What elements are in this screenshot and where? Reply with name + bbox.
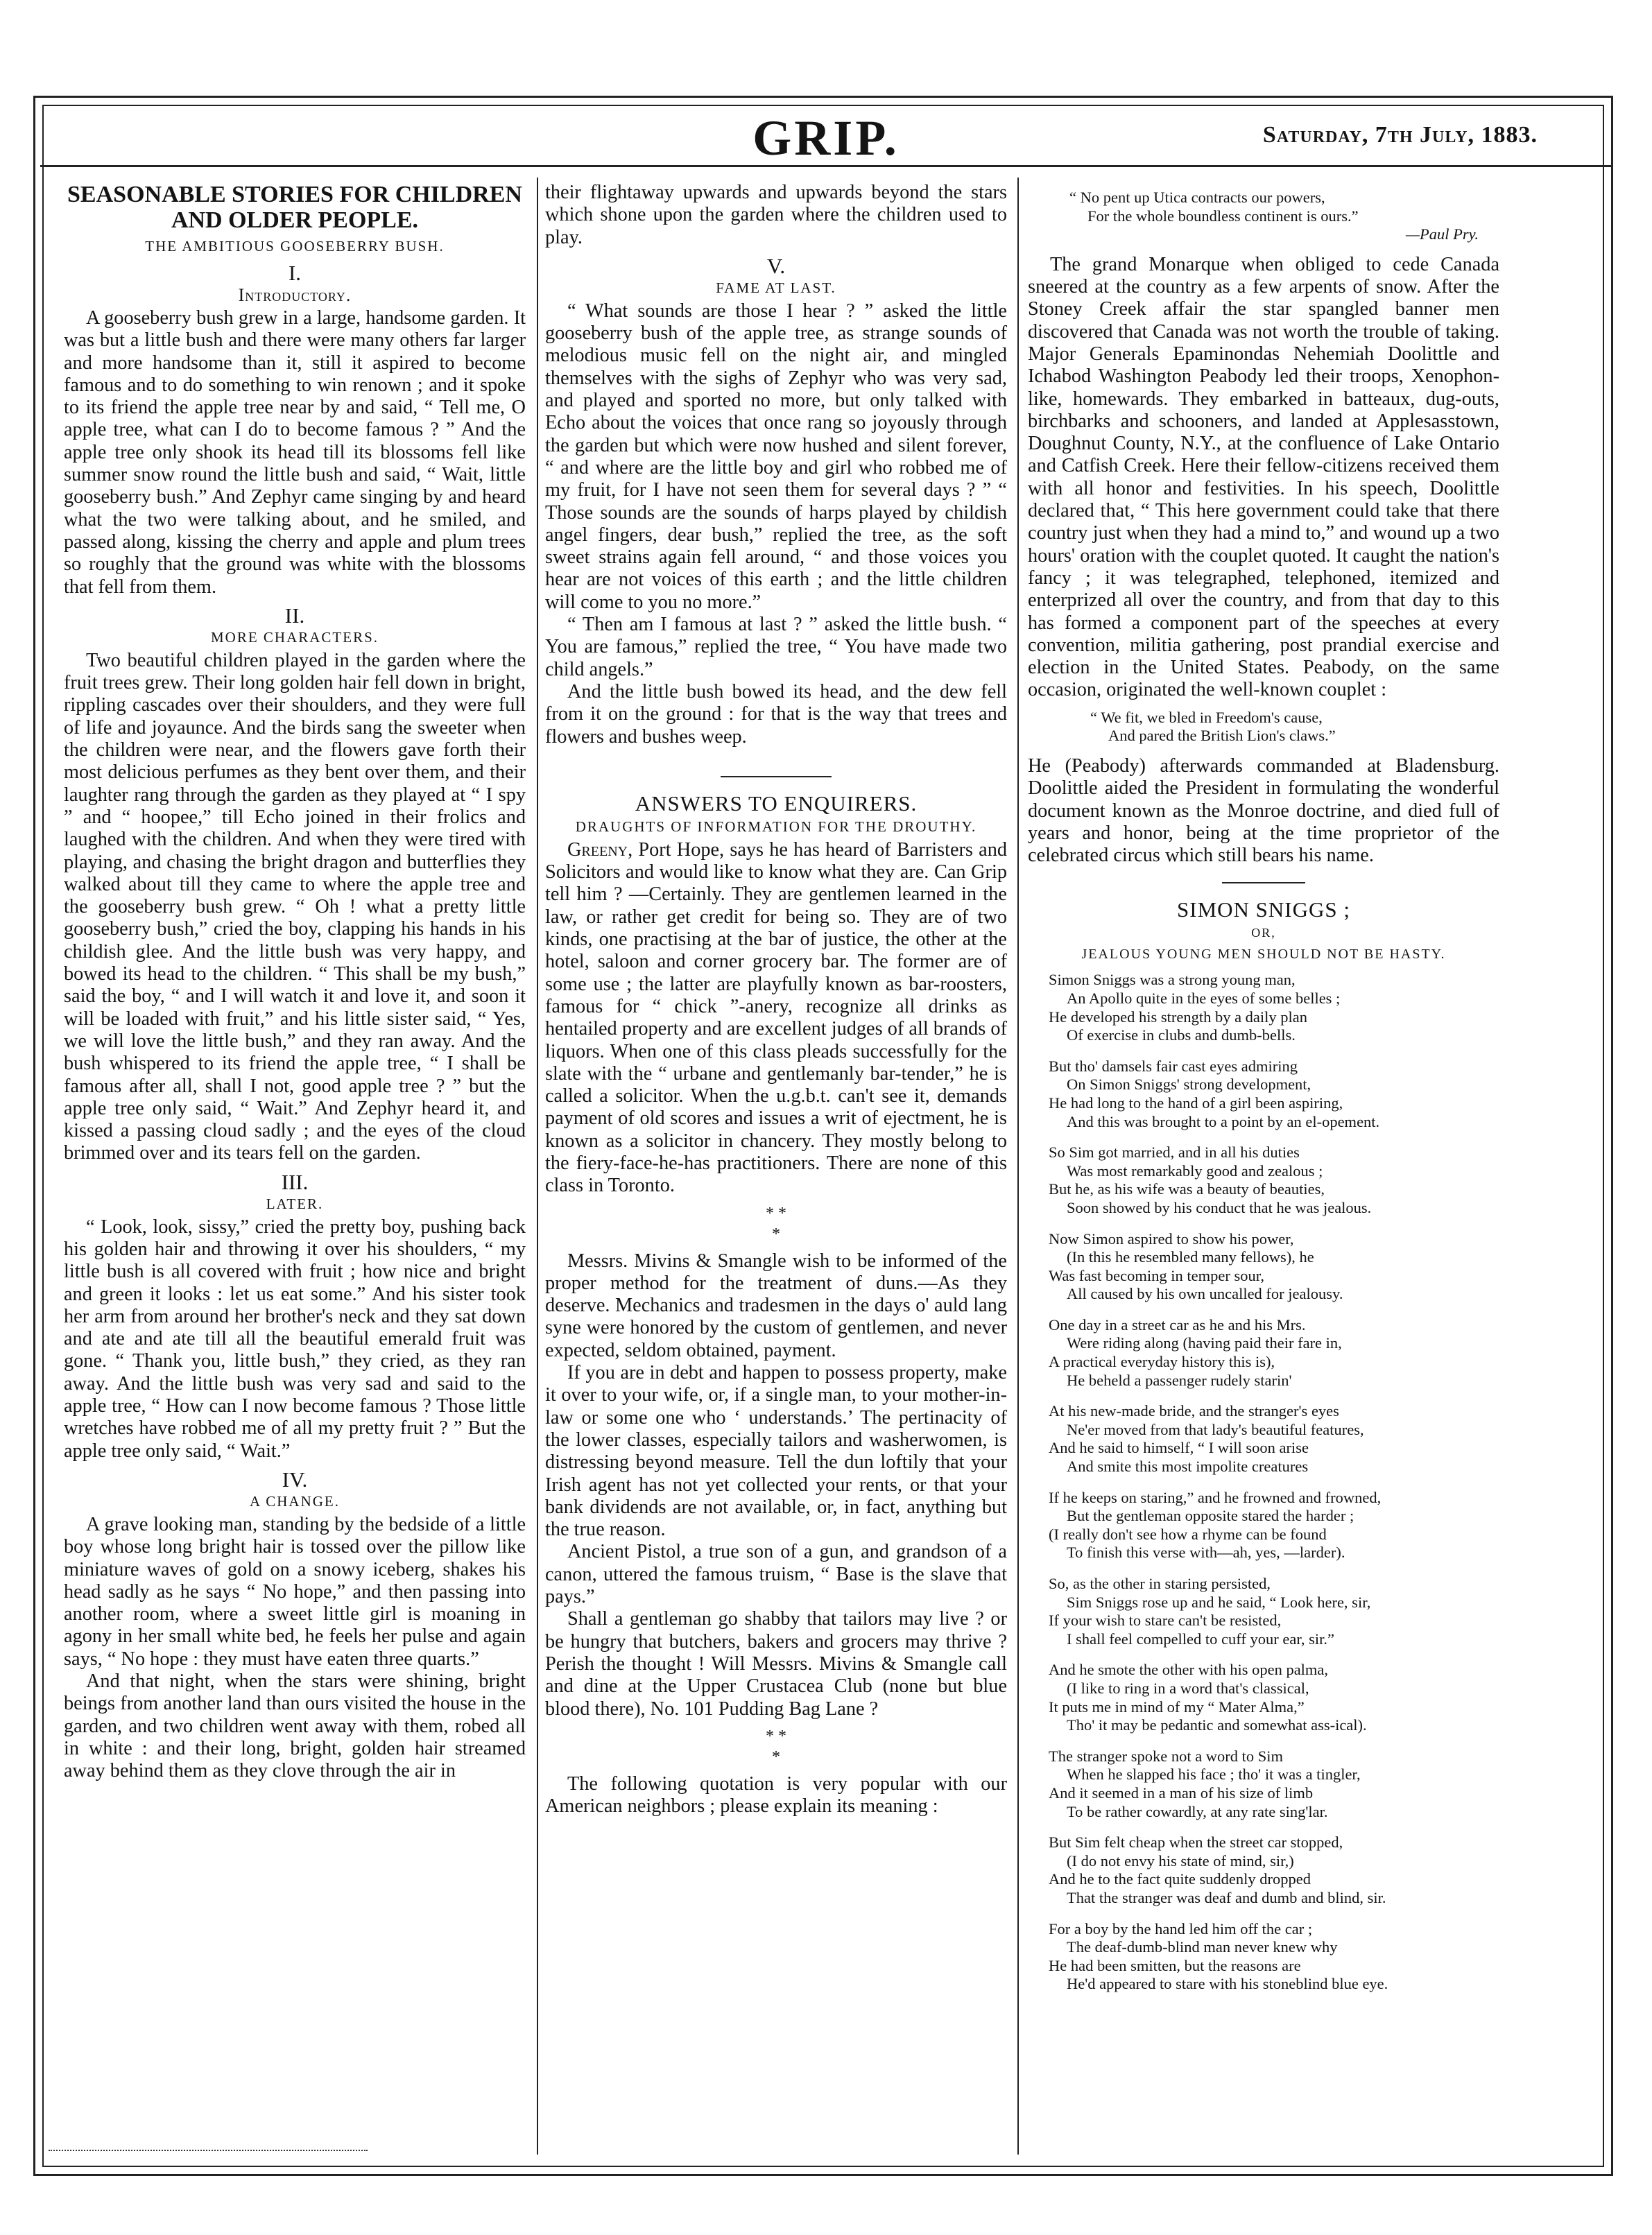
paragraph: A grave looking man, standing by the bedside of a little boy whose long bright hair is tossed over the pillow like miniature waves of gold on a snowy iceberg, shakes his head sadly as he says “ No hope,” and then passing into another room, where a sweet little girl is moaning in agony in her small white bed, he feels her pulse and again says, “ No hope : they must have eaten three quarts.” (64, 1513, 526, 1670)
column-rule-1 (537, 178, 538, 2155)
poem-line: An Apollo quite in the eyes of some belles ; (1067, 989, 1341, 1007)
poem-line: If he keeps on staring,” and he frowned and frowned, (1049, 1488, 1382, 1506)
poem-line: And smite this most impolite creatures (1067, 1458, 1309, 1476)
paragraph: He (Peabody) afterwards commanded at Bladensburg. Doolittle aided the President in formulating the wonderful document known as the Monroe doctrine, and died full of years and honor, being at the time proprietor of the celebrated circus which still bears his name. (1028, 754, 1499, 867)
poem-line: The stranger spoke not a word to Sim (1049, 1747, 1284, 1765)
poem-line: Was fast becoming in temper sour, (1049, 1266, 1264, 1284)
poem-stanza (1049, 1489, 1499, 1562)
poem-line: (I really don't see how a rhyme can be found (1049, 1525, 1327, 1543)
column-1 (64, 182, 526, 2153)
section-number: IV. (282, 1467, 308, 1492)
masthead-rule (40, 165, 1613, 167)
poem-stanza (1049, 1144, 1499, 1217)
quote-attribution: —Paul Pry. (1406, 225, 1479, 243)
section-title: Introductory. (238, 285, 352, 305)
poem-line: When he slapped his face ; tho' it was a tingler, (1067, 1766, 1361, 1784)
answer-text: , Port Hope, says he has heard of Barristers and Solicitors and would like to know what they are. Can Grip tell him ? —Certainly. They are gentlemen learned in the law, or rather get credit for being so. They are of two kinds, one practising at the bar of justice, the other at the hotel, saloon and corner grocery bar. The former are of some use ; the latter are playfully known as bar-roosters, famous for “ chick ”-anery, recognize all drinks as hentailed property and are excellent judges of all brands of liquors. When one of this class pleads successfully for the slate with the “ urbane and gentlemanly bar-tender,” he is called a solicitor. When the u.g.b.t. can't see it, demands payment of old scores and issues a writ of ejectment, he is known as a solicitor in chancery. They mostly belong to the fiery-face-he-has practitioners. There are none of this class in Toronto. (545, 838, 1007, 1197)
paragraph: “ Then am I famous at last ? ” asked the little bush. “ You are famous,” replied the tree, “ You have made two child angels.” (545, 614, 1007, 680)
paragraph: A gooseberry bush grew in a large, handsome garden. It was but a little bush and there were many others far larger and more handsome than it, still it aspired to become famous and to do something to win renown ; and it spoke to its friend the apple tree near by and said, “ Tell me, O apple tree, what can I do to become famous ? ” And the apple tree only shook its head till its blossoms fell like summer snow round the little bush and said, “ Wait, little gooseberry bush.” And Zephyr came singing by and heard what the two were talking about, and he smiled, and passed along, kissing the cherry and apple and plum trees so roughly that the ground was white with the blossoms that fell from them. (64, 307, 526, 598)
poem-line: At his new-made bride, and the stranger's eyes (1049, 1402, 1339, 1420)
poem-line: But tho' damsels fair cast eyes admiring (1049, 1057, 1298, 1075)
answers-heading: ANSWERS TO ENQUIRERS. (635, 791, 918, 816)
poem-line: (I like to ring in a word that's classical, (1067, 1679, 1309, 1697)
story-subheading: THE AMBITIOUS GOOSEBERRY BUSH. (145, 238, 445, 254)
issue-date: Saturday, 7th July, 1883. (1262, 122, 1538, 148)
poem-line: Now Simon aspired to show his power, (1049, 1229, 1294, 1248)
section-divider (1222, 882, 1305, 883)
section-title: LATER. (266, 1195, 324, 1212)
section-number: II. (284, 603, 305, 628)
poem-stanza (1049, 1058, 1499, 1131)
poem-stanza (1049, 1230, 1499, 1304)
asterism: * * * (766, 1204, 786, 1243)
poem-stanza (1049, 971, 1499, 1044)
poem-line: The deaf-dumb-blind man never knew why (1067, 1938, 1338, 1956)
asterism: * * * (766, 1727, 786, 1766)
poem-body (1049, 971, 1499, 1994)
poem-line: To finish this verse with—ah, yes, —larder). (1067, 1544, 1345, 1562)
poem-line: A practical everyday history this is), (1049, 1353, 1275, 1371)
section-title: MORE CHARACTERS. (210, 628, 379, 646)
column-2 (545, 182, 1007, 2153)
paragraph: If you are in debt and happen to possess property, make it over to your wife, or, if a single man, to your mother-in-law or some one who ‘ understands.’ The pertinacity of the lower classes, especially tailors and washerwomen, is distressing beyond measure. Tell the dun loftily that your Irish agent has not yet collected your rents, or that your bank dividends are not available, or, in fact, anything but the true reason. (545, 1362, 1007, 1541)
section-number: III. (281, 1169, 309, 1194)
answers-subheading: DRAUGHTS OF INFORMATION FOR THE DROUTHY. (575, 818, 977, 835)
poem-title: SIMON SNIGGS ; (1177, 897, 1350, 922)
poem-line: To be rather cowardly, at any rate sing'lar. (1067, 1802, 1328, 1820)
poem-line: But Sim felt cheap when the street car stopped, (1049, 1833, 1343, 1852)
poem-line: Was most remarkably good and zealous ; (1067, 1162, 1323, 1180)
poem-line: He developed his strength by a daily plan (1049, 1008, 1308, 1026)
poem-stanza (1049, 1833, 1499, 1907)
column-3 (1028, 182, 1499, 2153)
poem-line: (I do not envy his state of mind, sir,) (1067, 1852, 1294, 1870)
section-number: I. (288, 261, 302, 285)
poem-line: And he said to himself, “ I will soon arise (1049, 1439, 1309, 1457)
paragraph: And the little bush bowed its head, and the dew fell from it on the ground : for that is the way that trees and flowers and bushes weep. (545, 680, 1007, 748)
poem-line: For a boy by the hand led him off the car ; (1049, 1919, 1313, 1938)
poem-stanza (1049, 1748, 1499, 1821)
section-divider (721, 776, 832, 777)
poem-or: OR, (1251, 926, 1276, 940)
paragraph: Shall a gentleman go shabby that tailors may live ? or be hungry that butchers, bakers and grocers may thrive ? Perish the thought ! Will Messrs. Mivins & Smangle call and dine at the Upper Crustacea Club (none but blue blood there), No. 101 Pudding Bag Lane ? (545, 1608, 1007, 1720)
paragraph: Messrs. Mivins & Smangle wish to be informed of the proper method for the treatment of duns.—As they deserve. Mechanics and tradesmen in the days o' auld lang syne were honored by the custom of gentlemen, and never expected, seldom obtained, payment. (545, 1250, 1007, 1361)
poem-line: And this was brought to a point by an el-opement. (1067, 1112, 1380, 1130)
couplet-line: “ We fit, we bled in Freedom's cause, (1090, 708, 1323, 726)
poem-line: Soon showed by his conduct that he was jealous. (1067, 1198, 1372, 1216)
paragraph: their flightaway upwards and upwards beyond the stars which shone upon the garden where the children used to play. (545, 182, 1007, 248)
poem-stanza (1049, 1661, 1499, 1734)
poem-line: He'd appeared to stare with his stoneblind blue eye. (1067, 1975, 1388, 1993)
paragraph (545, 839, 1007, 1198)
poem-subtitle: JEALOUS YOUNG MEN SHOULD NOT BE HASTY. (1081, 947, 1446, 963)
poem-line: It puts me in mind of my “ Mater Alma,” (1049, 1698, 1305, 1716)
poem-line: He had long to the hand of a girl been aspiring, (1049, 1094, 1343, 1112)
poem-line: All caused by his own uncalled for jealousy. (1067, 1285, 1343, 1303)
column-rule-2 (1017, 178, 1019, 2155)
couplet (1090, 709, 1499, 745)
poem-line: And he to the fact quite suddenly dropped (1049, 1870, 1311, 1888)
poem-line: That the stranger was deaf and dumb and blind, sir. (1067, 1888, 1386, 1906)
paragraph: “ Look, look, sissy,” cried the pretty boy, pushing back his golden hair and throwing it over his shoulders, “ my little bush is all covered with fruit ; how nice and bright and green it looks : let us eat some.” And his sister took her arm from around her brother's neck and they sat down and ate and ate till all the beautiful emerald fruit was gone. “ Thank you, little bush,” they cried, as they ran away. And the little bush was very sad and said to the apple tree, “ How can I now become famous ? Those little wretches have robbed me of all my pretty fruit ? ” But the apple tree only said, “ Wait.” (64, 1216, 526, 1462)
section-title: A CHANGE. (249, 1492, 340, 1510)
paragraph: The following quotation is very popular with our American neighbors ; please explain its meaning : (545, 1772, 1007, 1818)
poem-line: So, as the other in staring persisted, (1049, 1575, 1271, 1593)
poem-line: One day in a street car as he and his Mrs. (1049, 1315, 1306, 1334)
masthead-title: GRIP. (752, 110, 900, 166)
poem-line: So Sim got married, and in all his duties (1049, 1144, 1300, 1162)
footer-rule (49, 2150, 368, 2151)
poem-line: On Simon Sniggs' strong development, (1067, 1076, 1311, 1094)
section-number: V. (766, 253, 786, 278)
poem-line: I shall feel compelled to cuff your ear, sir.” (1067, 1630, 1335, 1648)
poem-line: He beheld a passenger rudely starin' (1067, 1371, 1292, 1389)
paragraph: Two beautiful children played in the garden where the fruit trees grew. Their long golden hair fell down in bright, rippling cascades over their shoulders, and they were full of life and joyaunce. And the birds sang the sweeter when the children were near, and the flowers gave forth their most delicious perfumes as they bent over them, and their laughter rang through the garden as they played at “ I spy ” and “ hoopee,” till Echo joined in their frolics and laughed with the children. And when they were tired with playing, and chasing the bright dragon and butterflies they walked about till they came to where the apple tree and the gooseberry bush grew. “ Oh ! what a pretty little gooseberry bush,” cried the boy, clapping his hands in his childish glee. And the little bush was very happy, and bowed its head to the children. “ This shall be my bush,” said the boy, “ and I will watch it and love it, and soon it will be loaded with fruit,” and his little sister said, “ Yes, we will love the little bush,” and they ran away. And the bush whispered to its friend the apple tree, “ I shall be famous after all, shall I not, good apple tree ? ” but the apple tree only said, “ Wait.” And Zephyr heard it, and kissed a passing cloud sadly ; and the eyes of the cloud brimmed over and its tears fell on the garden. (64, 649, 526, 1164)
paragraph: Ancient Pistol, a true son of a gun, and grandson of a canon, uttered the famous truism, “ Base is the slave that pays.” (545, 1541, 1007, 1608)
couplet-line: And pared the British Lion's claws.” (1108, 727, 1336, 745)
poem-line: Of exercise in clubs and dumb-bells. (1067, 1026, 1296, 1044)
poem-line: Ne'er moved from that lady's beautiful features, (1067, 1420, 1364, 1438)
poem-line: Were riding along (having paid their fare in, (1067, 1334, 1342, 1352)
paragraph: The grand Monarque when obliged to cede Canada sneered at the country as a few arpents of snow. After the Stoney Creek affair the star spangled banner men discovered that Canada was not worth the trouble of taking. Major Generals Epaminondas Nehemiah Doolittle and Ichabod Washington Peabody led their troops, Xenophon-like, homewards. They embarked in batteaux, dug-outs, birchbarks and schooners, and landed at Applesasstown, Doughnut County, N.Y., at the confluence of Lake Ontario and Catfish Creek. Here their fellow-citizens received them with all honor and festivities. In his speech, Doolittle declared that, “ This here government could take that there country just when they had a mind to,” and wound up a two hours' oration with the couplet quoted. It caught the nation's fancy ; it was telegraphed, telephoned, itemized and enterprized all over the country, and from that day to this has formed a component part of the speeches at every convention, militia gathering, post prandial exercise and election in the United States. Peabody, on the same occasion, originated the well-known couplet : (1028, 253, 1499, 701)
poem-stanza (1049, 1575, 1499, 1648)
poem-line: If your wish to stare can't be resisted, (1049, 1612, 1282, 1630)
paragraph: “ What sounds are those I hear ? ” asked the little gooseberry bush of the apple tree, as strange sounds of melodious music fell on the night air, and mingled themselves with the sighs of Zephyr who was very sad, and played and sported no more, but only talked with Echo about the voices that once rang so joyously through the garden but which were now hushed and silent forever, “ and where are the little boy and girl who robbed me of my fruit, for I have not seen them for several days ? ” “ Those sounds are the sounds of harps played by childish angel fingers, dear bush,” replied the tree, as the soft sweet strains again fell around, “ and those voices you hear are not voices of this earth ; and the little children will come to you no more.” (545, 300, 1007, 613)
poem-stanza (1049, 1316, 1499, 1390)
story-heading: SEASONABLE STORIES FOR CHILDREN AND OLDER PEOPLE. (67, 182, 522, 233)
enquirer-name: Greeny (567, 838, 628, 861)
poem-line: And it seemed in a man of his size of limb (1049, 1784, 1314, 1802)
poem-stanza (1049, 1920, 1499, 1994)
poem-line: He had been smitten, but the reasons are (1049, 1956, 1301, 1974)
poem-line: But the gentleman opposite stared the harder ; (1067, 1507, 1354, 1525)
quote-line: “ No pent up Utica contracts our powers, (1069, 189, 1325, 206)
quotation (1069, 189, 1499, 244)
poem-line: Simon Sniggs was a strong young man, (1049, 971, 1296, 989)
poem-line: (In this he resembled many fellows), he (1067, 1248, 1314, 1266)
paragraph: And that night, when the stars were shining, bright beings from another land than ours visited the house in the garden, and two children went away with them, robed all in white : and their long, bright, golden hair streamed away behind them as they clove through the air in (64, 1671, 526, 1782)
quote-line: For the whole boundless continent is ours.” (1087, 207, 1359, 225)
poem-line: And he smote the other with his open palma, (1049, 1661, 1329, 1679)
poem-line: But he, as his wife was a beauty of beauties, (1049, 1180, 1325, 1198)
poem-stanza (1049, 1402, 1499, 1476)
section-title: FAME AT LAST. (716, 279, 836, 296)
poem-line: Sim Sniggs rose up and he said, “ Look here, sir, (1067, 1593, 1371, 1611)
poem-line: Tho' it may be pedantic and somewhat ass-ical). (1067, 1716, 1367, 1734)
